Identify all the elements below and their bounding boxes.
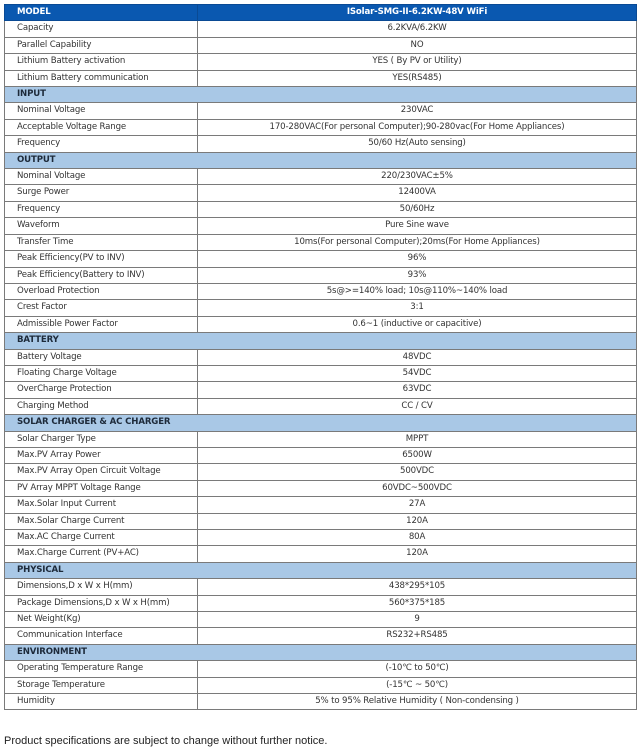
spec-label: Max.PV Array Open Circuit Voltage [5,464,198,480]
spec-label: Peak Efficiency(PV to INV) [5,251,198,267]
spec-label: Max.AC Charge Current [5,530,198,546]
spec-label: Overload Protection [5,283,198,299]
spec-row [5,546,637,562]
spec-row [5,579,637,595]
spec-label: OverCharge Protection [5,382,198,398]
section-title: PHYSICAL [5,562,637,578]
spec-value: NO [198,37,637,53]
spec-value: 5s@>=140% load; 10s@110%~140% load [198,283,637,299]
spec-value: RS232+RS485 [198,628,637,644]
spec-value: 438*295*105 [198,579,637,595]
spec-label: Operating Temperature Range [5,661,198,677]
model-header-row [5,5,637,21]
spec-value: 93% [198,267,637,283]
spec-label: Acceptable Voltage Range [5,119,198,135]
spec-row [5,382,637,398]
spec-row [5,497,637,513]
spec-row [5,612,637,628]
spec-row [5,103,637,119]
spec-value: 500VDC [198,464,637,480]
spec-label: Dimensions,D x W x H(mm) [5,579,198,595]
spec-row [5,661,637,677]
spec-label: PV Array MPPT Voltage Range [5,480,198,496]
spec-label: Lithium Battery communication [5,70,198,86]
spec-value: 6500W [198,447,637,463]
spec-label: Battery Voltage [5,349,198,365]
spec-label: Peak Efficiency(Battery to INV) [5,267,198,283]
spec-value: 3:1 [198,300,637,316]
spec-row [5,251,637,267]
spec-row [5,628,637,644]
spec-row [5,218,637,234]
spec-label: Nominal Voltage [5,103,198,119]
model-label: MODEL [5,5,198,21]
spec-label: Package Dimensions,D x W x H(mm) [5,595,198,611]
spec-row [5,595,637,611]
spec-row [5,283,637,299]
spec-value: 5% to 95% Relative Humidity ( Non-condensing ) [198,694,637,710]
section-header-charger [5,415,637,431]
spec-row [5,349,637,365]
spec-value: 230VAC [198,103,637,119]
section-title: SOLAR CHARGER & AC CHARGER [5,415,637,431]
spec-value: 27A [198,497,637,513]
section-title: OUTPUT [5,152,637,168]
spec-label: Communication Interface [5,628,198,644]
section-title: BATTERY [5,333,637,349]
spec-value: 48VDC [198,349,637,365]
spec-value: 54VDC [198,365,637,381]
spec-row [5,431,637,447]
spec-label: Storage Temperature [5,677,198,693]
spec-row [5,398,637,414]
spec-row [5,136,637,152]
spec-label: Solar Charger Type [5,431,198,447]
spec-label: Charging Method [5,398,198,414]
spec-row [5,530,637,546]
spec-table-body [5,5,637,710]
spec-label: Capacity [5,21,198,37]
spec-label: Max.Solar Charge Current [5,513,198,529]
spec-value: 6.2KVA/6.2KW [198,21,637,37]
spec-value: Pure Sine wave [198,218,637,234]
section-header-physical [5,562,637,578]
spec-value: 9 [198,612,637,628]
model-value: ISolar-SMG-II-6.2KW-48V WiFi [198,5,637,21]
spec-row [5,169,637,185]
spec-label: Frequency [5,201,198,217]
spec-row [5,70,637,86]
spec-row [5,677,637,693]
spec-value: 60VDC~500VDC [198,480,637,496]
spec-table [4,4,637,710]
spec-value: 10ms(For personal Computer);20ms(For Home Appliances) [198,234,637,250]
spec-label: Floating Charge Voltage [5,365,198,381]
section-header-environment [5,644,637,660]
spec-label: Transfer Time [5,234,198,250]
section-header-input [5,87,637,103]
spec-value: 96% [198,251,637,267]
spec-label: Net Weight(Kg) [5,612,198,628]
spec-value: CC / CV [198,398,637,414]
spec-label: Nominal Voltage [5,169,198,185]
spec-value: 120A [198,546,637,562]
spec-value: 170-280VAC(For personal Computer);90-280vac(For Home Appliances) [198,119,637,135]
spec-row [5,201,637,217]
spec-value: 80A [198,530,637,546]
spec-row [5,300,637,316]
spec-value: 63VDC [198,382,637,398]
spec-value: 50/60 Hz(Auto sensing) [198,136,637,152]
spec-value: 50/60Hz [198,201,637,217]
spec-label: Humidity [5,694,198,710]
spec-label: Max.Charge Current (PV+AC) [5,546,198,562]
spec-label: Waveform [5,218,198,234]
spec-label: Lithium Battery activation [5,54,198,70]
spec-value: 12400VA [198,185,637,201]
spec-row [5,185,637,201]
spec-label: Admissible Power Factor [5,316,198,332]
section-header-battery [5,333,637,349]
spec-row [5,365,637,381]
spec-row [5,316,637,332]
footnote: Product specifications are subject to change without further notice. [4,735,328,747]
spec-value: YES(RS485) [198,70,637,86]
spec-value: 560*375*185 [198,595,637,611]
spec-label: Frequency [5,136,198,152]
section-header-output [5,152,637,168]
spec-row [5,447,637,463]
spec-row [5,694,637,710]
spec-value: YES ( By PV or Utility) [198,54,637,70]
spec-row [5,234,637,250]
spec-label: Max.Solar Input Current [5,497,198,513]
spec-row [5,480,637,496]
spec-value: MPPT [198,431,637,447]
spec-value: (-15℃ ~ 50℃) [198,677,637,693]
spec-row [5,54,637,70]
spec-row [5,37,637,53]
spec-label: Max.PV Array Power [5,447,198,463]
spec-row [5,513,637,529]
spec-row [5,464,637,480]
spec-value: 120A [198,513,637,529]
spec-label: Parallel Capability [5,37,198,53]
section-title: ENVIRONMENT [5,644,637,660]
spec-row [5,119,637,135]
section-title: INPUT [5,87,637,103]
spec-label: Crest Factor [5,300,198,316]
spec-row [5,267,637,283]
spec-value: 220/230VAC±5% [198,169,637,185]
spec-row [5,21,637,37]
spec-value: (-10℃ to 50℃) [198,661,637,677]
spec-value: 0.6~1 (inductive or capacitive) [198,316,637,332]
spec-label: Surge Power [5,185,198,201]
